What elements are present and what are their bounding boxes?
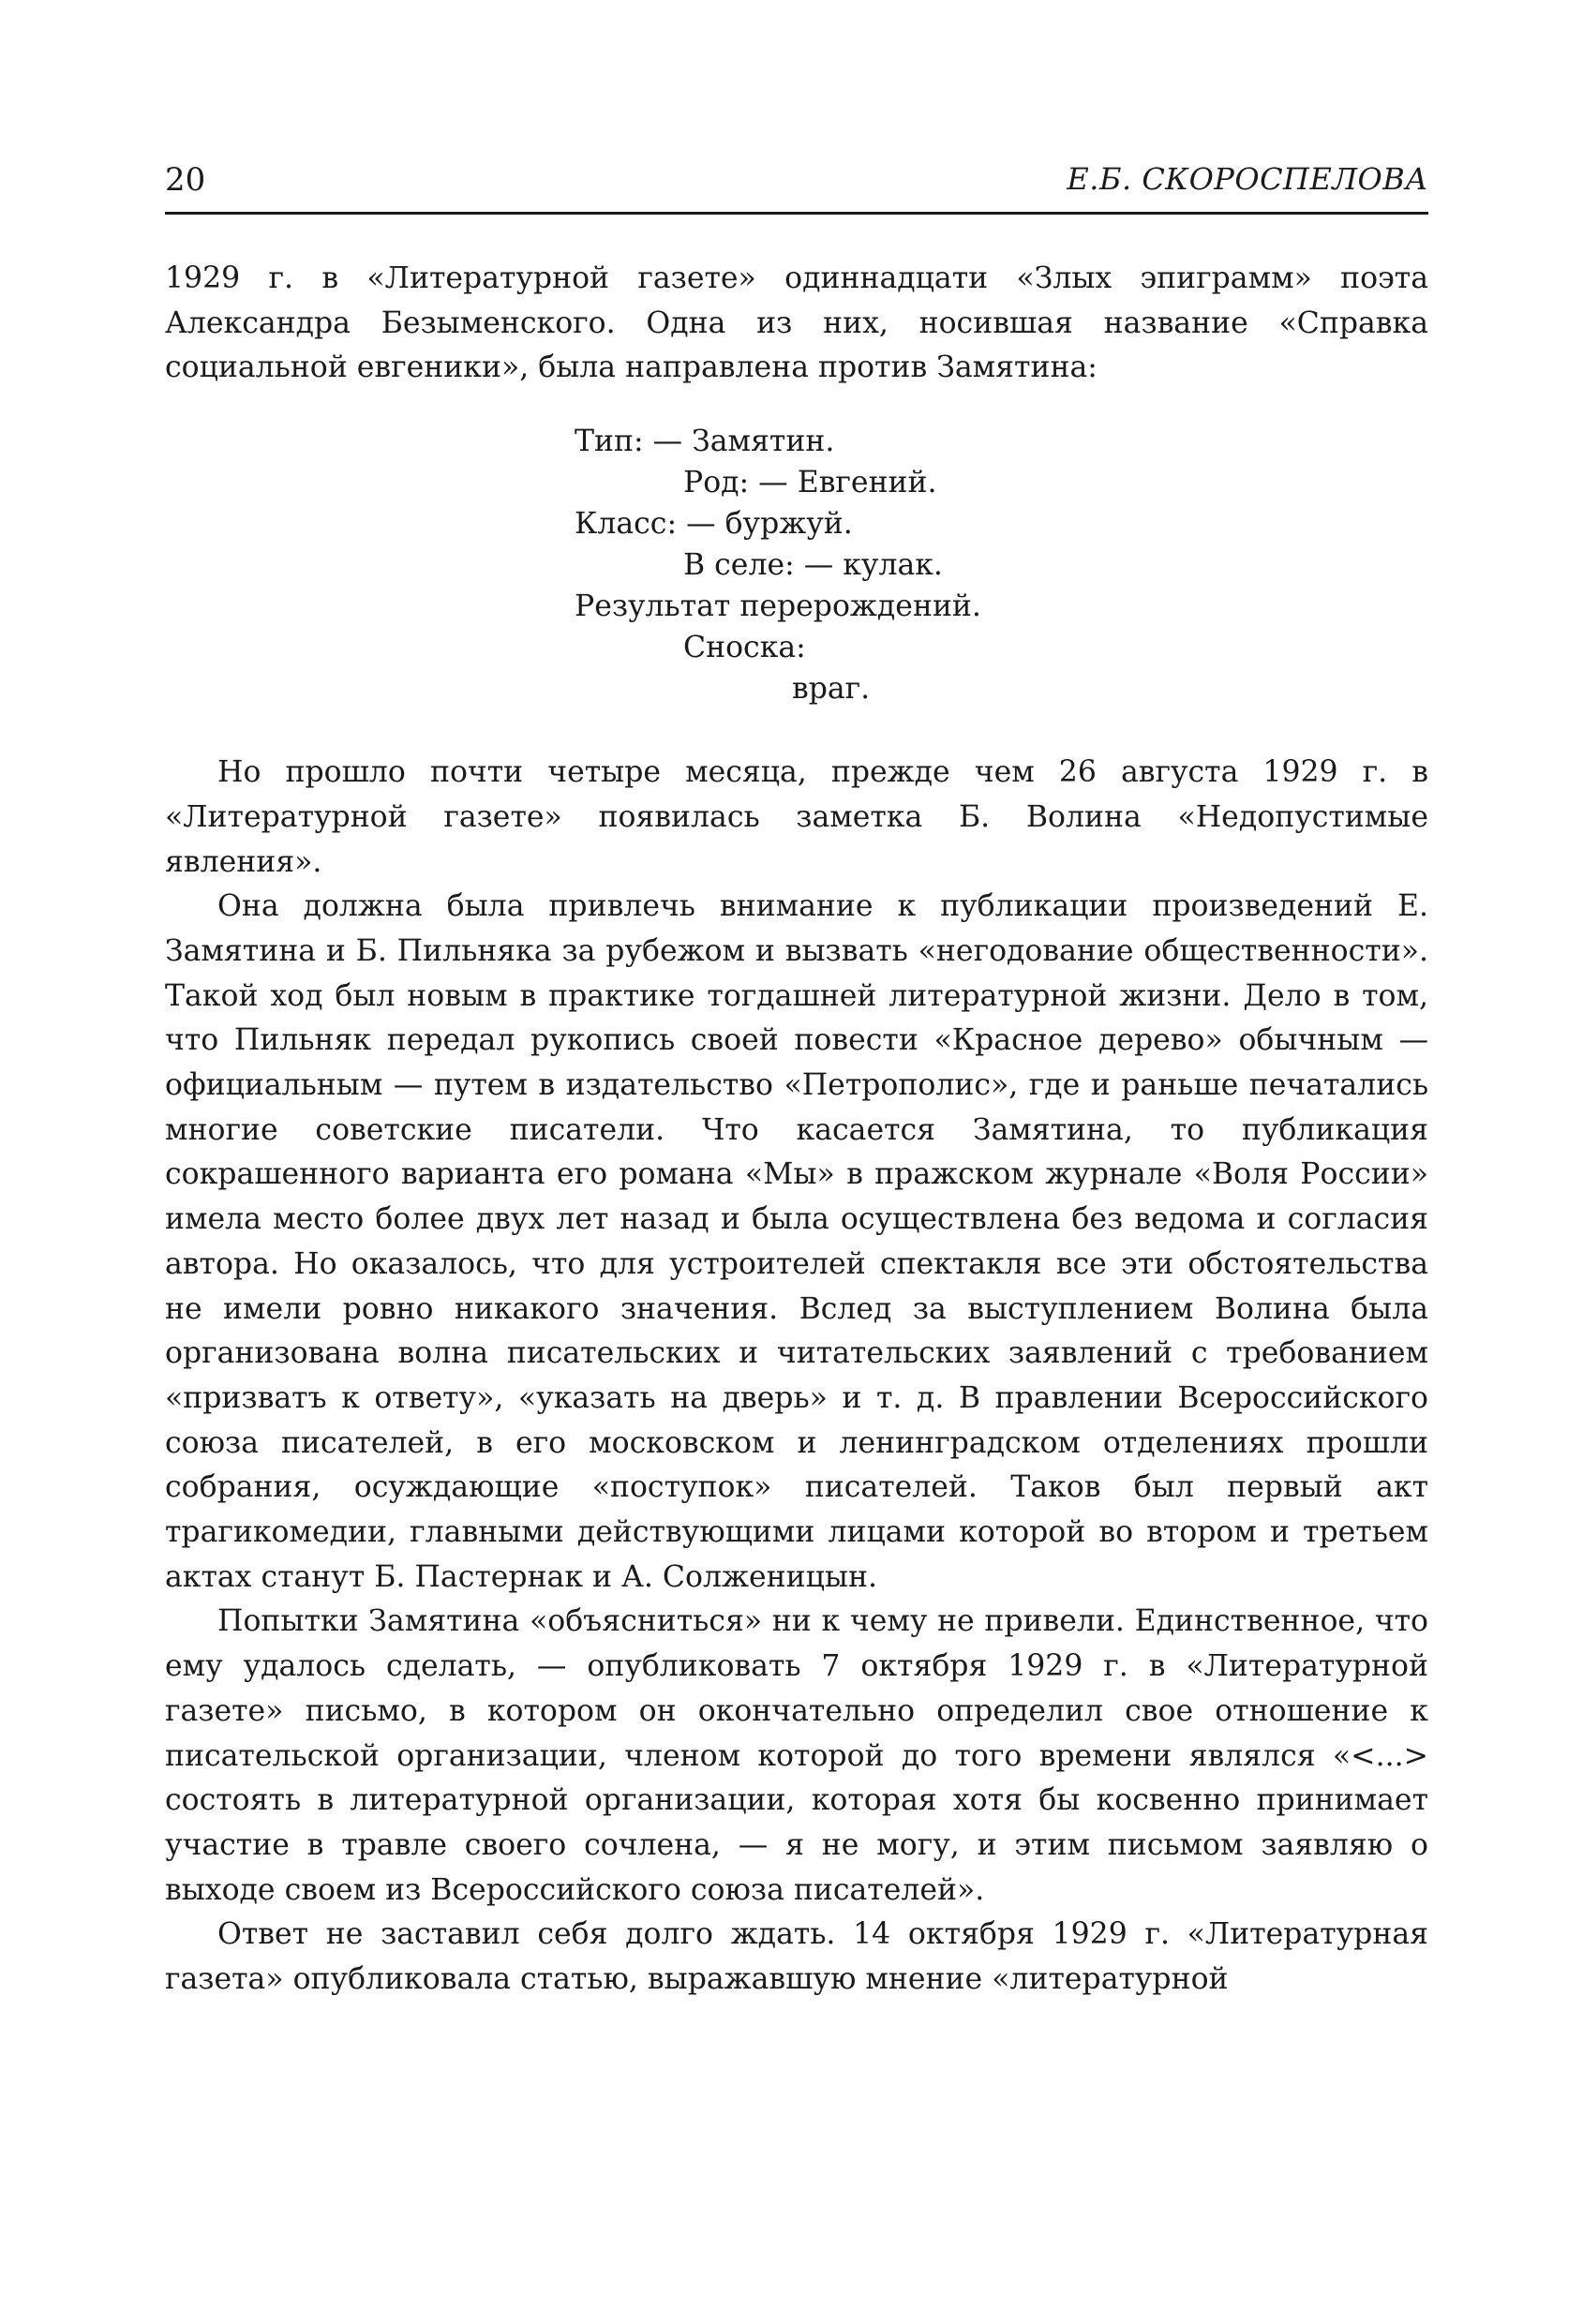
epigram-line: Результат перерождений. bbox=[575, 589, 981, 624]
page-number: 20 bbox=[165, 161, 206, 199]
epigram-line: Класс: — буржуй. bbox=[575, 507, 853, 542]
epigram-line: В селе: — кулак. bbox=[683, 548, 943, 583]
epigram-line: Тип: — Замятин. bbox=[575, 425, 835, 459]
paragraph: Но прошло почти четыре месяца, прежде чем 26 августа 1929 г. в «Литературной газете» появилась заметка Б. Волина «Недопустимые явления». bbox=[165, 755, 1428, 879]
page-header bbox=[165, 141, 1428, 215]
paragraph: Ответ не заставил себя долго ждать. 14 октября 1929 г. «Литературная газета» опубликовала статью, выражавшую мнение «литературной bbox=[165, 1917, 1428, 1997]
epigram-line: Сноска: bbox=[683, 631, 806, 665]
paragraph: Она должна была привлечь внимание к публикации произведений Е. Замятина и Б. Пильняка за рубежом и вызвать «негодование общественности». Такой ход был новым в практике тогдашней литературной жизни. Дело в том, что Пильняк передал рукопись своей повести «Красное дерево» обычным — официальным — путем в издательство «Петрополис», где и раньше печатались многие советские писатели. Что касается Замятина, то публикация сокрашенного варианта его романа «Мы» в пражском журнале «Воля России» имела место более двух лет назад и была осуществлена без ведома и согласия автора. Но оказалось, что для устроителей спектакля все эти обстоятельства не имели ровно никакого значения. Вслед за выступлением Волина была организована волна писательских и читательских заявлений с требованием «призватъ к ответу», «указать на дверь» и т. д. В правлении Всероссийского союза писателей, в его московском и ленинградском отделениях прошли собрания, осуждающие «поступок» писателей. Таков был первый акт трагикомедии, главными действующими лицами которой во втором и третьем актах станут Б. Пастернак и А. Солженицын. bbox=[165, 889, 1428, 1594]
paragraph: 1929 г. в «Литературной газете» одиннадцати «Злых эпиграмм» поэта Александра Безыменского. Одна из них, носившая название «Справка социальной евгеники», была направлена против Замятина: bbox=[165, 261, 1428, 385]
paragraph: Попытки Замятина «объясниться» ни к чему не привели. Единственное, что ему удалось сделать, — опубликовать 7 октября 1929 г. в «Литературной газете» письмо, в котором он окончательно определил свое отношение к писательской организации, членом которой до того времени являлся «<...> состоять в литературной организации, которая хотя бы косвенно принимает участие в травле своего сочлена, — я не могу, и этим письмом заявляю о выходе своем из Всероссийского союза писателей». bbox=[165, 1604, 1428, 1907]
book-page bbox=[165, 141, 1428, 2003]
epigram bbox=[165, 421, 1428, 709]
running-head: Е.Б. СКОРОСПЕЛОВА bbox=[1067, 161, 1428, 197]
epigram-line: Род: — Евгений. bbox=[683, 466, 937, 500]
epigram-line: враг. bbox=[792, 672, 871, 707]
